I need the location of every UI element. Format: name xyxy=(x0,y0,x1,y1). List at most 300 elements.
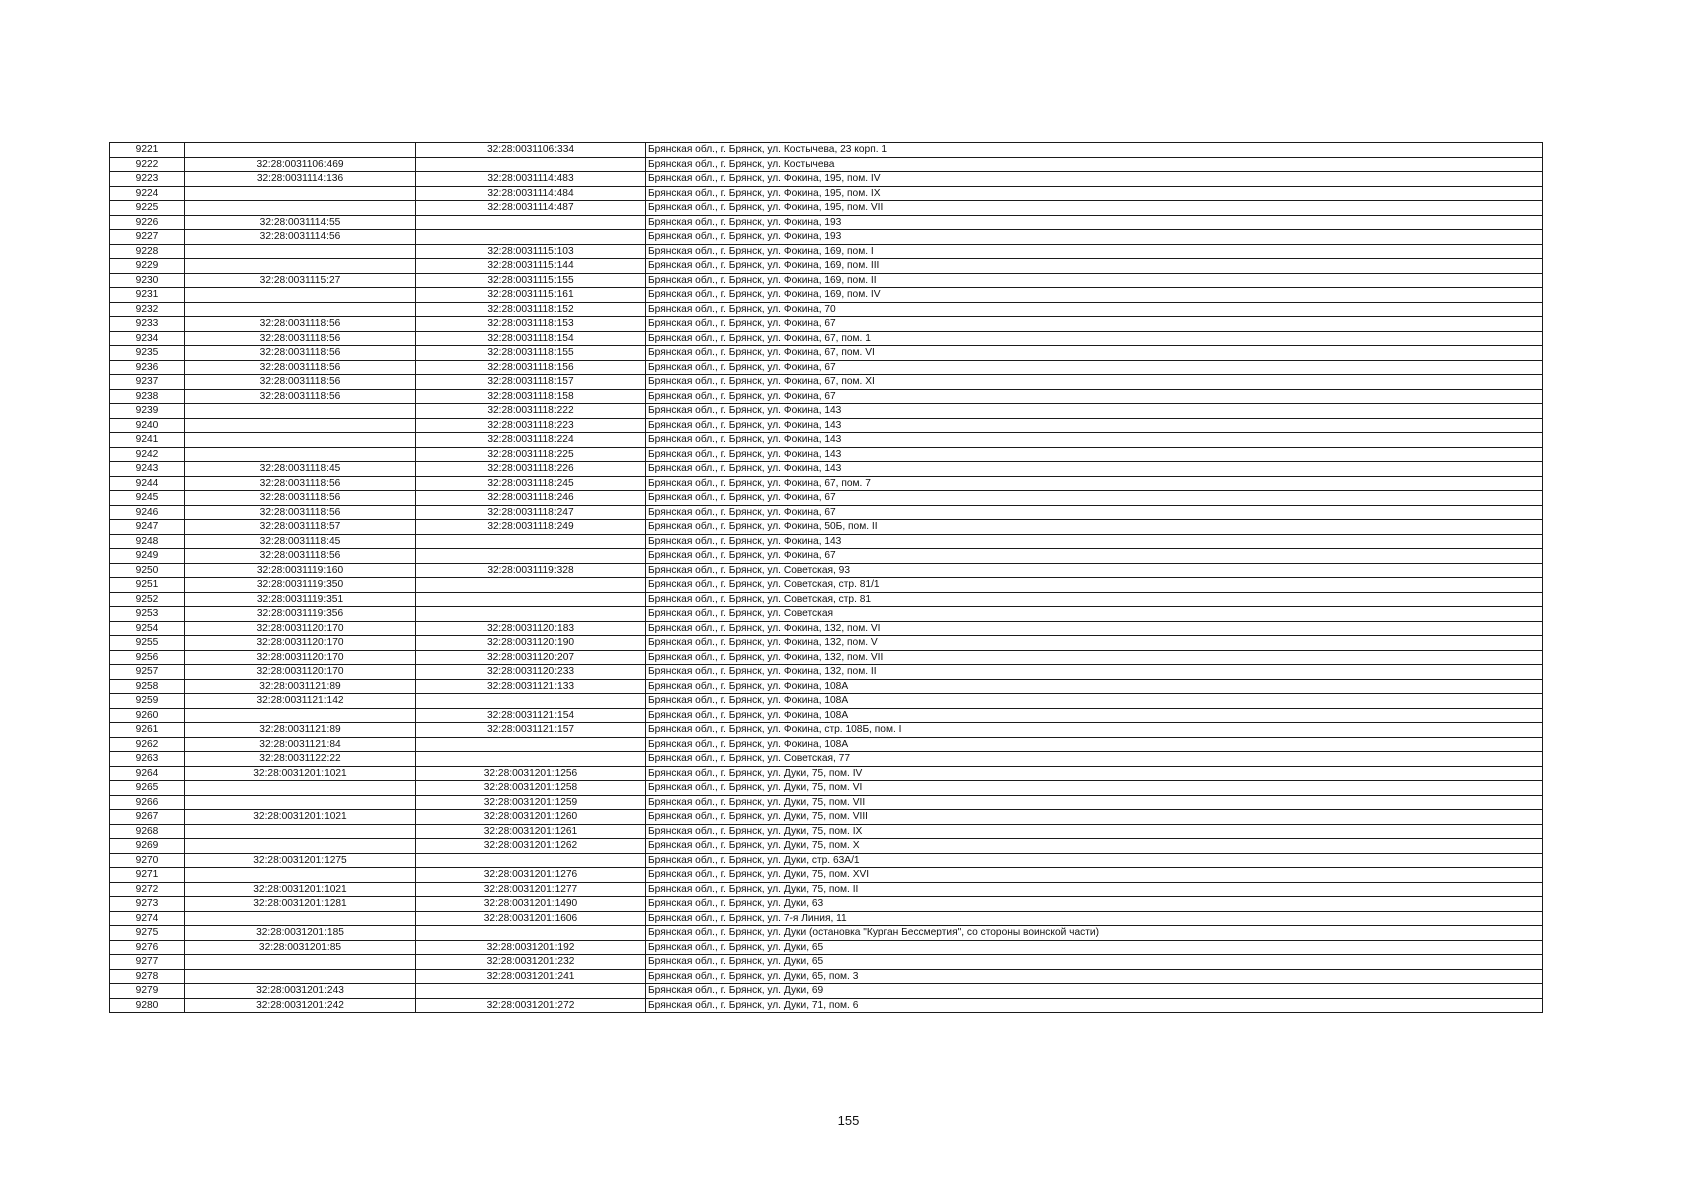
table-row xyxy=(110,360,1543,375)
table-row xyxy=(110,462,1543,477)
row-number-cell: 9262 xyxy=(110,737,185,752)
object-cadastral-number-cell: 32:28:0031201:1256 xyxy=(416,766,646,781)
cadastral-number-cell xyxy=(185,868,416,883)
object-cadastral-number-cell: 32:28:0031106:334 xyxy=(416,143,646,158)
table-row xyxy=(110,824,1543,839)
row-number-cell: 9277 xyxy=(110,955,185,970)
registry-table xyxy=(109,142,1543,1013)
object-cadastral-number-cell xyxy=(416,984,646,999)
address-cell: Брянская обл., г. Брянск, ул. Фокина, 143 xyxy=(646,447,1543,462)
cadastral-number-cell: 32:28:0031120:170 xyxy=(185,665,416,680)
table-row xyxy=(110,795,1543,810)
table-row xyxy=(110,143,1543,158)
object-cadastral-number-cell: 32:28:0031118:224 xyxy=(416,433,646,448)
row-number-cell: 9280 xyxy=(110,998,185,1013)
table-row xyxy=(110,505,1543,520)
table-row xyxy=(110,592,1543,607)
address-cell: Брянская обл., г. Брянск, ул. Фокина, 108А xyxy=(646,737,1543,752)
cadastral-number-cell xyxy=(185,708,416,723)
object-cadastral-number-cell: 32:28:0031118:246 xyxy=(416,491,646,506)
row-number-cell: 9259 xyxy=(110,694,185,709)
address-cell: Брянская обл., г. Брянск, ул. Фокина, 143 xyxy=(646,418,1543,433)
object-cadastral-number-cell xyxy=(416,157,646,172)
table-row xyxy=(110,172,1543,187)
row-number-cell: 9264 xyxy=(110,766,185,781)
address-cell: Брянская обл., г. Брянск, ул. Фокина, 193 xyxy=(646,215,1543,230)
row-number-cell: 9233 xyxy=(110,317,185,332)
cadastral-number-cell xyxy=(185,824,416,839)
table-row xyxy=(110,752,1543,767)
table-row xyxy=(110,273,1543,288)
address-cell: Брянская обл., г. Брянск, ул. Дуки, 65 xyxy=(646,940,1543,955)
cadastral-number-cell: 32:28:0031118:57 xyxy=(185,520,416,535)
address-cell: Брянская обл., г. Брянск, ул. Костычева xyxy=(646,157,1543,172)
address-cell: Брянская обл., г. Брянск, ул. Фокина, 169, пом. I xyxy=(646,244,1543,259)
row-number-cell: 9255 xyxy=(110,636,185,651)
cadastral-number-cell: 32:28:0031114:55 xyxy=(185,215,416,230)
object-cadastral-number-cell xyxy=(416,737,646,752)
object-cadastral-number-cell: 32:28:0031201:1260 xyxy=(416,810,646,825)
cadastral-number-cell: 32:28:0031118:56 xyxy=(185,375,416,390)
address-cell: Брянская обл., г. Брянск, ул. Фокина, 195, пом. VII xyxy=(646,201,1543,216)
object-cadastral-number-cell xyxy=(416,752,646,767)
object-cadastral-number-cell: 32:28:0031121:154 xyxy=(416,708,646,723)
table-row xyxy=(110,665,1543,680)
address-cell: Брянская обл., г. Брянск, ул. Фокина, 67, пом. 7 xyxy=(646,476,1543,491)
row-number-cell: 9256 xyxy=(110,650,185,665)
table-row xyxy=(110,244,1543,259)
address-cell: Брянская обл., г. Брянск, ул. Дуки, стр. 63А/1 xyxy=(646,853,1543,868)
address-cell: Брянская обл., г. Брянск, ул. Фокина, 67, пом. VI xyxy=(646,346,1543,361)
table-row xyxy=(110,621,1543,636)
cadastral-number-cell: 32:28:0031119:350 xyxy=(185,578,416,593)
table-row xyxy=(110,723,1543,738)
object-cadastral-number-cell: 32:28:0031201:1258 xyxy=(416,781,646,796)
row-number-cell: 9223 xyxy=(110,172,185,187)
cadastral-number-cell xyxy=(185,288,416,303)
table-row xyxy=(110,389,1543,404)
table-row xyxy=(110,201,1543,216)
table-row xyxy=(110,955,1543,970)
cadastral-number-cell xyxy=(185,969,416,984)
table-row xyxy=(110,766,1543,781)
cadastral-number-cell xyxy=(185,244,416,259)
object-cadastral-number-cell: 32:28:0031118:156 xyxy=(416,360,646,375)
object-cadastral-number-cell: 32:28:0031201:241 xyxy=(416,969,646,984)
cadastral-number-cell: 32:28:0031118:56 xyxy=(185,549,416,564)
cadastral-number-cell: 32:28:0031201:185 xyxy=(185,926,416,941)
table-row xyxy=(110,331,1543,346)
object-cadastral-number-cell: 32:28:0031114:483 xyxy=(416,172,646,187)
row-number-cell: 9244 xyxy=(110,476,185,491)
object-cadastral-number-cell xyxy=(416,549,646,564)
address-cell: Брянская обл., г. Брянск, ул. Фокина, 67 xyxy=(646,389,1543,404)
table-row xyxy=(110,737,1543,752)
object-cadastral-number-cell xyxy=(416,853,646,868)
row-number-cell: 9240 xyxy=(110,418,185,433)
address-cell: Брянская обл., г. Брянск, ул. Дуки, 75, пом. II xyxy=(646,882,1543,897)
object-cadastral-number-cell: 32:28:0031120:207 xyxy=(416,650,646,665)
address-cell: Брянская обл., г. Брянск, ул. Дуки, 71, пом. 6 xyxy=(646,998,1543,1013)
row-number-cell: 9267 xyxy=(110,810,185,825)
table-row xyxy=(110,679,1543,694)
object-cadastral-number-cell: 32:28:0031201:1606 xyxy=(416,911,646,926)
object-cadastral-number-cell: 32:28:0031201:192 xyxy=(416,940,646,955)
address-cell: Брянская обл., г. Брянск, ул. Фокина, 70 xyxy=(646,302,1543,317)
address-cell: Брянская обл., г. Брянск, ул. Фокина, 67 xyxy=(646,491,1543,506)
row-number-cell: 9251 xyxy=(110,578,185,593)
object-cadastral-number-cell xyxy=(416,926,646,941)
cadastral-number-cell: 32:28:0031201:243 xyxy=(185,984,416,999)
object-cadastral-number-cell: 32:28:0031120:233 xyxy=(416,665,646,680)
address-cell: Брянская обл., г. Брянск, ул. Дуки, 75, пом. VI xyxy=(646,781,1543,796)
table-row xyxy=(110,578,1543,593)
cadastral-number-cell xyxy=(185,795,416,810)
cadastral-number-cell: 32:28:0031118:45 xyxy=(185,462,416,477)
table-row xyxy=(110,607,1543,622)
object-cadastral-number-cell xyxy=(416,694,646,709)
object-cadastral-number-cell: 32:28:0031201:1277 xyxy=(416,882,646,897)
object-cadastral-number-cell: 32:28:0031201:1261 xyxy=(416,824,646,839)
cadastral-number-cell: 32:28:0031201:1275 xyxy=(185,853,416,868)
table-row xyxy=(110,868,1543,883)
object-cadastral-number-cell: 32:28:0031118:155 xyxy=(416,346,646,361)
cadastral-number-cell: 32:28:0031106:469 xyxy=(185,157,416,172)
cadastral-number-cell: 32:28:0031118:56 xyxy=(185,491,416,506)
row-number-cell: 9226 xyxy=(110,215,185,230)
table-row xyxy=(110,781,1543,796)
object-cadastral-number-cell: 32:28:0031118:249 xyxy=(416,520,646,535)
row-number-cell: 9222 xyxy=(110,157,185,172)
address-cell: Брянская обл., г. Брянск, ул. Дуки, 75, пом. VIII xyxy=(646,810,1543,825)
object-cadastral-number-cell xyxy=(416,534,646,549)
cadastral-number-cell: 32:28:0031118:45 xyxy=(185,534,416,549)
object-cadastral-number-cell: 32:28:0031118:245 xyxy=(416,476,646,491)
row-number-cell: 9225 xyxy=(110,201,185,216)
object-cadastral-number-cell: 32:28:0031201:1490 xyxy=(416,897,646,912)
address-cell: Брянская обл., г. Брянск, ул. Фокина, 143 xyxy=(646,433,1543,448)
object-cadastral-number-cell: 32:28:0031201:1262 xyxy=(416,839,646,854)
table-row xyxy=(110,882,1543,897)
object-cadastral-number-cell xyxy=(416,592,646,607)
address-cell: Брянская обл., г. Брянск, ул. Фокина, 50Б, пом. II xyxy=(646,520,1543,535)
cadastral-number-cell xyxy=(185,404,416,419)
address-cell: Брянская обл., г. Брянск, ул. Дуки, 75, пом. IV xyxy=(646,766,1543,781)
address-cell: Брянская обл., г. Брянск, ул. Дуки, 69 xyxy=(646,984,1543,999)
table-row xyxy=(110,215,1543,230)
object-cadastral-number-cell: 32:28:0031118:154 xyxy=(416,331,646,346)
cadastral-number-cell: 32:28:0031118:56 xyxy=(185,476,416,491)
registry-table-body xyxy=(110,143,1543,1013)
address-cell: Брянская обл., г. Брянск, ул. Дуки, 75, пом. VII xyxy=(646,795,1543,810)
table-row xyxy=(110,375,1543,390)
address-cell: Брянская обл., г. Брянск, ул. Фокина, 169, пом. IV xyxy=(646,288,1543,303)
object-cadastral-number-cell: 32:28:0031115:144 xyxy=(416,259,646,274)
object-cadastral-number-cell: 32:28:0031118:225 xyxy=(416,447,646,462)
table-row xyxy=(110,549,1543,564)
row-number-cell: 9241 xyxy=(110,433,185,448)
row-number-cell: 9230 xyxy=(110,273,185,288)
row-number-cell: 9271 xyxy=(110,868,185,883)
cadastral-number-cell: 32:28:0031118:56 xyxy=(185,331,416,346)
object-cadastral-number-cell: 32:28:0031118:152 xyxy=(416,302,646,317)
table-row xyxy=(110,230,1543,245)
object-cadastral-number-cell: 32:28:0031118:153 xyxy=(416,317,646,332)
cadastral-number-cell: 32:28:0031201:1021 xyxy=(185,882,416,897)
object-cadastral-number-cell xyxy=(416,607,646,622)
table-row xyxy=(110,302,1543,317)
row-number-cell: 9273 xyxy=(110,897,185,912)
address-cell: Брянская обл., г. Брянск, ул. Дуки, 75, пом. IX xyxy=(646,824,1543,839)
object-cadastral-number-cell xyxy=(416,578,646,593)
row-number-cell: 9227 xyxy=(110,230,185,245)
address-cell: Брянская обл., г. Брянск, ул. Фокина, 132, пом. II xyxy=(646,665,1543,680)
row-number-cell: 9234 xyxy=(110,331,185,346)
cadastral-number-cell: 32:28:0031201:1281 xyxy=(185,897,416,912)
address-cell: Брянская обл., г. Брянск, ул. Фокина, стр. 108Б, пом. I xyxy=(646,723,1543,738)
address-cell: Брянская обл., г. Брянск, ул. Фокина, 195, пом. IX xyxy=(646,186,1543,201)
cadastral-number-cell xyxy=(185,259,416,274)
row-number-cell: 9254 xyxy=(110,621,185,636)
address-cell: Брянская обл., г. Брянск, ул. Фокина, 195, пом. IV xyxy=(646,172,1543,187)
cadastral-number-cell: 32:28:0031118:56 xyxy=(185,360,416,375)
object-cadastral-number-cell: 32:28:0031201:1259 xyxy=(416,795,646,810)
row-number-cell: 9260 xyxy=(110,708,185,723)
address-cell: Брянская обл., г. Брянск, ул. Советская, стр. 81/1 xyxy=(646,578,1543,593)
cadastral-number-cell: 32:28:0031201:1021 xyxy=(185,766,416,781)
address-cell: Брянская обл., г. Брянск, ул. Костычева, 23 корп. 1 xyxy=(646,143,1543,158)
address-cell: Брянская обл., г. Брянск, ул. Фокина, 132, пом. VII xyxy=(646,650,1543,665)
row-number-cell: 9221 xyxy=(110,143,185,158)
table-row xyxy=(110,926,1543,941)
address-cell: Брянская обл., г. Брянск, ул. Фокина, 67, пом. XI xyxy=(646,375,1543,390)
table-row xyxy=(110,940,1543,955)
table-row xyxy=(110,911,1543,926)
address-cell: Брянская обл., г. Брянск, ул. Дуки, 75, пом. XVI xyxy=(646,868,1543,883)
table-row xyxy=(110,259,1543,274)
row-number-cell: 9253 xyxy=(110,607,185,622)
address-cell: Брянская обл., г. Брянск, ул. Фокина, 143 xyxy=(646,462,1543,477)
row-number-cell: 9268 xyxy=(110,824,185,839)
cadastral-number-cell: 32:28:0031120:170 xyxy=(185,650,416,665)
object-cadastral-number-cell: 32:28:0031119:328 xyxy=(416,563,646,578)
address-cell: Брянская обл., г. Брянск, ул. Дуки, 65, пом. 3 xyxy=(646,969,1543,984)
address-cell: Брянская обл., г. Брянск, ул. Дуки, 65 xyxy=(646,955,1543,970)
cadastral-number-cell: 32:28:0031122:22 xyxy=(185,752,416,767)
address-cell: Брянская обл., г. Брянск, ул. Фокина, 143 xyxy=(646,534,1543,549)
cadastral-number-cell xyxy=(185,781,416,796)
cadastral-number-cell xyxy=(185,201,416,216)
address-cell: Брянская обл., г. Брянск, ул. Фокина, 67 xyxy=(646,360,1543,375)
object-cadastral-number-cell: 32:28:0031114:487 xyxy=(416,201,646,216)
row-number-cell: 9236 xyxy=(110,360,185,375)
row-number-cell: 9269 xyxy=(110,839,185,854)
address-cell: Брянская обл., г. Брянск, ул. Фокина, 132, пом. VI xyxy=(646,621,1543,636)
address-cell: Брянская обл., г. Брянск, ул. Фокина, 193 xyxy=(646,230,1543,245)
table-row xyxy=(110,433,1543,448)
object-cadastral-number-cell: 32:28:0031115:103 xyxy=(416,244,646,259)
object-cadastral-number-cell: 32:28:0031201:1276 xyxy=(416,868,646,883)
table-row xyxy=(110,157,1543,172)
row-number-cell: 9239 xyxy=(110,404,185,419)
object-cadastral-number-cell: 32:28:0031120:190 xyxy=(416,636,646,651)
table-row xyxy=(110,346,1543,361)
object-cadastral-number-cell xyxy=(416,215,646,230)
table-row xyxy=(110,969,1543,984)
page-number: 155 xyxy=(837,1113,860,1128)
row-number-cell: 9247 xyxy=(110,520,185,535)
table-row xyxy=(110,650,1543,665)
row-number-cell: 9238 xyxy=(110,389,185,404)
row-number-cell: 9246 xyxy=(110,505,185,520)
row-number-cell: 9231 xyxy=(110,288,185,303)
cadastral-number-cell: 32:28:0031120:170 xyxy=(185,621,416,636)
cadastral-number-cell xyxy=(185,911,416,926)
row-number-cell: 9248 xyxy=(110,534,185,549)
row-number-cell: 9252 xyxy=(110,592,185,607)
row-number-cell: 9243 xyxy=(110,462,185,477)
table-row xyxy=(110,520,1543,535)
address-cell: Брянская обл., г. Брянск, ул. Фокина, 67 xyxy=(646,549,1543,564)
cadastral-number-cell: 32:28:0031114:56 xyxy=(185,230,416,245)
address-cell: Брянская обл., г. Брянск, ул. Фокина, 67 xyxy=(646,317,1543,332)
row-number-cell: 9249 xyxy=(110,549,185,564)
row-number-cell: 9242 xyxy=(110,447,185,462)
cadastral-number-cell: 32:28:0031118:56 xyxy=(185,505,416,520)
table-row xyxy=(110,984,1543,999)
cadastral-number-cell: 32:28:0031201:1021 xyxy=(185,810,416,825)
row-number-cell: 9237 xyxy=(110,375,185,390)
cadastral-number-cell: 32:28:0031118:56 xyxy=(185,317,416,332)
address-cell: Брянская обл., г. Брянск, ул. Фокина, 108А xyxy=(646,679,1543,694)
object-cadastral-number-cell: 32:28:0031115:155 xyxy=(416,273,646,288)
address-cell: Брянская обл., г. Брянск, ул. Дуки, 63 xyxy=(646,897,1543,912)
table-row xyxy=(110,317,1543,332)
cadastral-number-cell: 32:28:0031119:356 xyxy=(185,607,416,622)
row-number-cell: 9278 xyxy=(110,969,185,984)
table-row xyxy=(110,534,1543,549)
cadastral-number-cell: 32:28:0031118:56 xyxy=(185,389,416,404)
object-cadastral-number-cell: 32:28:0031115:161 xyxy=(416,288,646,303)
table-row xyxy=(110,418,1543,433)
address-cell: Брянская обл., г. Брянск, ул. Фокина, 108А xyxy=(646,694,1543,709)
table-row xyxy=(110,810,1543,825)
cadastral-number-cell: 32:28:0031121:84 xyxy=(185,737,416,752)
object-cadastral-number-cell: 32:28:0031118:223 xyxy=(416,418,646,433)
address-cell: Брянская обл., г. Брянск, ул. 7-я Линия, 11 xyxy=(646,911,1543,926)
row-number-cell: 9272 xyxy=(110,882,185,897)
address-cell: Брянская обл., г. Брянск, ул. Советская xyxy=(646,607,1543,622)
address-cell: Брянская обл., г. Брянск, ул. Фокина, 169, пом. II xyxy=(646,273,1543,288)
object-cadastral-number-cell: 32:28:0031118:157 xyxy=(416,375,646,390)
cadastral-number-cell: 32:28:0031121:89 xyxy=(185,679,416,694)
table-row xyxy=(110,186,1543,201)
row-number-cell: 9258 xyxy=(110,679,185,694)
object-cadastral-number-cell: 32:28:0031118:158 xyxy=(416,389,646,404)
row-number-cell: 9266 xyxy=(110,795,185,810)
table-row xyxy=(110,563,1543,578)
object-cadastral-number-cell: 32:28:0031121:133 xyxy=(416,679,646,694)
row-number-cell: 9263 xyxy=(110,752,185,767)
row-number-cell: 9279 xyxy=(110,984,185,999)
cadastral-number-cell: 32:28:0031119:351 xyxy=(185,592,416,607)
table-row xyxy=(110,694,1543,709)
object-cadastral-number-cell: 32:28:0031201:272 xyxy=(416,998,646,1013)
address-cell: Брянская обл., г. Брянск, ул. Фокина, 143 xyxy=(646,404,1543,419)
address-cell: Брянская обл., г. Брянск, ул. Фокина, 67, пом. 1 xyxy=(646,331,1543,346)
address-cell: Брянская обл., г. Брянск, ул. Фокина, 67 xyxy=(646,505,1543,520)
object-cadastral-number-cell: 32:28:0031118:226 xyxy=(416,462,646,477)
cadastral-number-cell: 32:28:0031201:242 xyxy=(185,998,416,1013)
table-row xyxy=(110,491,1543,506)
cadastral-number-cell xyxy=(185,186,416,201)
row-number-cell: 9276 xyxy=(110,940,185,955)
table-row xyxy=(110,636,1543,651)
cadastral-number-cell: 32:28:0031120:170 xyxy=(185,636,416,651)
object-cadastral-number-cell: 32:28:0031120:183 xyxy=(416,621,646,636)
row-number-cell: 9228 xyxy=(110,244,185,259)
row-number-cell: 9224 xyxy=(110,186,185,201)
object-cadastral-number-cell: 32:28:0031118:222 xyxy=(416,404,646,419)
table-row xyxy=(110,447,1543,462)
table-row xyxy=(110,897,1543,912)
address-cell: Брянская обл., г. Брянск, ул. Дуки, 75, пом. X xyxy=(646,839,1543,854)
row-number-cell: 9275 xyxy=(110,926,185,941)
row-number-cell: 9232 xyxy=(110,302,185,317)
object-cadastral-number-cell: 32:28:0031201:232 xyxy=(416,955,646,970)
row-number-cell: 9261 xyxy=(110,723,185,738)
address-cell: Брянская обл., г. Брянск, ул. Фокина, 108А xyxy=(646,708,1543,723)
table-row xyxy=(110,839,1543,854)
object-cadastral-number-cell: 32:28:0031114:484 xyxy=(416,186,646,201)
cadastral-number-cell xyxy=(185,447,416,462)
row-number-cell: 9265 xyxy=(110,781,185,796)
object-cadastral-number-cell: 32:28:0031121:157 xyxy=(416,723,646,738)
cadastral-number-cell xyxy=(185,143,416,158)
row-number-cell: 9257 xyxy=(110,665,185,680)
object-cadastral-number-cell: 32:28:0031118:247 xyxy=(416,505,646,520)
table-row xyxy=(110,998,1543,1013)
address-cell: Брянская обл., г. Брянск, ул. Фокина, 132, пом. V xyxy=(646,636,1543,651)
cadastral-number-cell: 32:28:0031115:27 xyxy=(185,273,416,288)
object-cadastral-number-cell xyxy=(416,230,646,245)
cadastral-number-cell: 32:28:0031201:85 xyxy=(185,940,416,955)
cadastral-number-cell xyxy=(185,955,416,970)
row-number-cell: 9250 xyxy=(110,563,185,578)
row-number-cell: 9274 xyxy=(110,911,185,926)
cadastral-number-cell xyxy=(185,839,416,854)
cadastral-number-cell: 32:28:0031121:142 xyxy=(185,694,416,709)
cadastral-number-cell: 32:28:0031118:56 xyxy=(185,346,416,361)
cadastral-number-cell: 32:28:0031114:136 xyxy=(185,172,416,187)
table-row xyxy=(110,708,1543,723)
address-cell: Брянская обл., г. Брянск, ул. Советская, 77 xyxy=(646,752,1543,767)
row-number-cell: 9245 xyxy=(110,491,185,506)
table-row xyxy=(110,288,1543,303)
table-row xyxy=(110,853,1543,868)
cadastral-number-cell: 32:28:0031119:160 xyxy=(185,563,416,578)
row-number-cell: 9229 xyxy=(110,259,185,274)
table-row xyxy=(110,476,1543,491)
cadastral-number-cell: 32:28:0031121:89 xyxy=(185,723,416,738)
address-cell: Брянская обл., г. Брянск, ул. Дуки (остановка "Курган Бессмертия", со стороны воинской части) xyxy=(646,926,1543,941)
cadastral-number-cell xyxy=(185,418,416,433)
row-number-cell: 9270 xyxy=(110,853,185,868)
row-number-cell: 9235 xyxy=(110,346,185,361)
cadastral-number-cell xyxy=(185,433,416,448)
address-cell: Брянская обл., г. Брянск, ул. Фокина, 169, пом. III xyxy=(646,259,1543,274)
table-row xyxy=(110,404,1543,419)
